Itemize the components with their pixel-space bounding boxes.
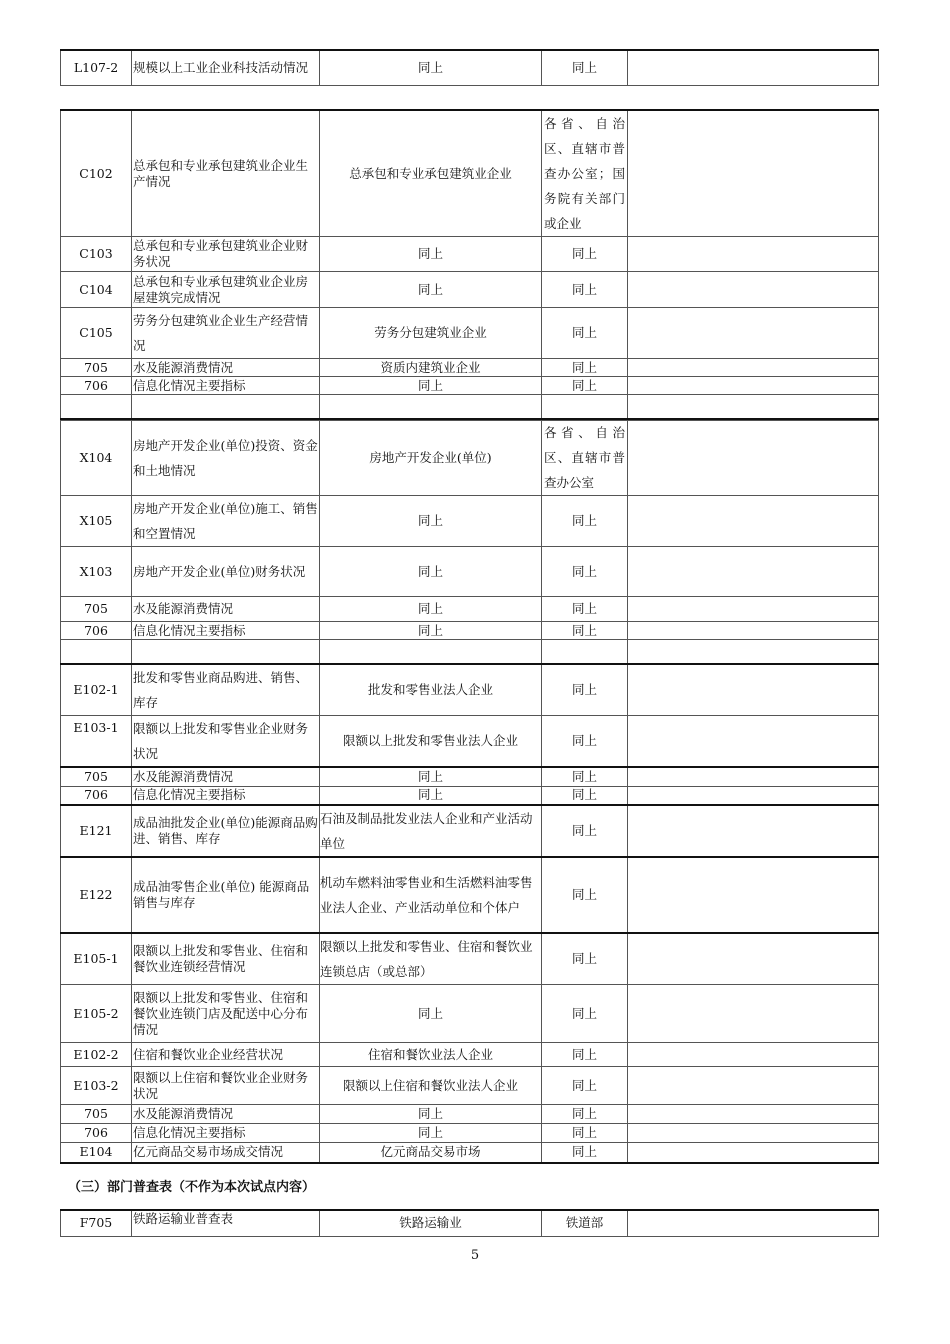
remarks-cell <box>628 377 879 395</box>
form-name: 信息化情况主要指标 <box>132 786 320 805</box>
table-row <box>61 597 879 622</box>
form-name: 批发和零售业商品购进、销售、库存 <box>132 664 320 716</box>
form-name: 规模以上工业企业科技活动情况 <box>132 50 320 85</box>
survey-scope: 同上 <box>320 597 542 622</box>
form-code: 706 <box>61 1124 132 1143</box>
form-code: C105 <box>61 308 132 359</box>
remarks-cell <box>628 786 879 805</box>
survey-scope: 同上 <box>320 622 542 640</box>
form-code: C104 <box>61 272 132 308</box>
responsible-org: 同上 <box>542 377 628 395</box>
survey-scope: 同上 <box>320 496 542 547</box>
responsible-org: 各省、自治区、直辖市普查办公室 <box>542 419 628 496</box>
table-row <box>61 985 879 1043</box>
remarks-cell <box>628 597 879 622</box>
table-row <box>61 805 879 857</box>
remarks-cell <box>628 1105 879 1124</box>
remarks-cell <box>628 50 879 85</box>
responsible-org: 各省、自治区、直辖市普查办公室；国务院有关部门或企业 <box>542 110 628 237</box>
table-row-blank <box>61 640 879 665</box>
table-department-forms <box>60 1209 879 1237</box>
remarks-cell <box>628 359 879 377</box>
form-code: X104 <box>61 419 132 496</box>
responsible-org: 同上 <box>542 985 628 1043</box>
page-number: 5 <box>470 1248 480 1263</box>
section-heading: （三）部门普查表（不作为本次试点内容） <box>68 1180 316 1195</box>
form-code: X105 <box>61 496 132 547</box>
responsible-org: 同上 <box>542 1124 628 1143</box>
form-name: 信息化情况主要指标 <box>132 1124 320 1143</box>
table-row <box>61 1043 879 1067</box>
responsible-org: 同上 <box>542 359 628 377</box>
table-row <box>61 1210 879 1236</box>
remarks-cell <box>628 1143 879 1163</box>
table-wholesale-retail <box>60 663 879 1164</box>
form-code: E122 <box>61 857 132 933</box>
table-row <box>61 377 879 395</box>
responsible-org: 同上 <box>542 496 628 547</box>
survey-scope: 同上 <box>320 50 542 85</box>
form-name: 水及能源消费情况 <box>132 767 320 786</box>
form-code: E121 <box>61 805 132 857</box>
form-code: 706 <box>61 622 132 640</box>
form-name: 总承包和专业承包建筑业企业房屋建筑完成情况 <box>132 272 320 308</box>
form-name: 总承包和专业承包建筑业企业生产情况 <box>132 110 320 237</box>
form-code: 705 <box>61 359 132 377</box>
table-row <box>61 716 879 768</box>
survey-scope: 同上 <box>320 786 542 805</box>
form-name: 限额以上批发和零售业、住宿和餐饮业连锁经营情况 <box>132 933 320 985</box>
form-code: X103 <box>61 547 132 597</box>
form-code: 706 <box>61 786 132 805</box>
remarks-cell <box>628 237 879 272</box>
form-name: 限额以上批发和零售业企业财务状况 <box>132 716 320 768</box>
form-name: 信息化情况主要指标 <box>132 622 320 640</box>
remarks-cell <box>628 1043 879 1067</box>
table-row <box>61 786 879 805</box>
survey-scope: 亿元商品交易市场 <box>320 1143 542 1163</box>
table-row <box>61 1124 879 1143</box>
form-code: 706 <box>61 377 132 395</box>
form-code: F705 <box>61 1210 132 1236</box>
form-name: 房地产开发企业(单位)施工、销售和空置情况 <box>132 496 320 547</box>
form-code: 705 <box>61 1105 132 1124</box>
form-code: E103-2 <box>61 1067 132 1105</box>
responsible-org: 同上 <box>542 716 628 768</box>
responsible-org: 同上 <box>542 1105 628 1124</box>
remarks-cell <box>628 272 879 308</box>
remarks-cell <box>628 308 879 359</box>
responsible-org: 同上 <box>542 308 628 359</box>
survey-scope: 同上 <box>320 237 542 272</box>
table-row <box>61 50 879 85</box>
remarks-cell <box>628 805 879 857</box>
form-name: 铁路运输业普查表 <box>132 1210 320 1236</box>
survey-scope: 机动车燃料油零售业和生活燃料油零售业法人企业、产业活动单位和个体户 <box>320 857 542 933</box>
responsible-org: 同上 <box>542 547 628 597</box>
remarks-cell <box>628 857 879 933</box>
remarks-cell <box>628 110 879 237</box>
table-row <box>61 1143 879 1163</box>
remarks-cell <box>628 933 879 985</box>
survey-scope: 总承包和专业承包建筑业企业 <box>320 110 542 237</box>
survey-scope: 铁路运输业 <box>320 1210 542 1236</box>
form-code: E102-2 <box>61 1043 132 1067</box>
table-row <box>61 272 879 308</box>
form-code: E102-1 <box>61 664 132 716</box>
responsible-org: 同上 <box>542 237 628 272</box>
remarks-cell <box>628 664 879 716</box>
survey-scope: 同上 <box>320 272 542 308</box>
form-code: L107-2 <box>61 50 132 85</box>
responsible-org: 同上 <box>542 272 628 308</box>
table-row <box>61 308 879 359</box>
form-code: C102 <box>61 110 132 237</box>
form-code: E104 <box>61 1143 132 1163</box>
table-industry-continued <box>60 49 879 86</box>
remarks-cell <box>628 547 879 597</box>
table-real-estate <box>60 418 879 665</box>
form-code: C103 <box>61 237 132 272</box>
table-row <box>61 110 879 237</box>
form-name: 水及能源消费情况 <box>132 359 320 377</box>
table-row-blank <box>61 395 879 421</box>
table-row <box>61 1105 879 1124</box>
table-construction <box>60 109 879 421</box>
table-row <box>61 419 879 496</box>
survey-scope: 限额以上批发和零售业、住宿和餐饮业连锁总店（或总部） <box>320 933 542 985</box>
form-name: 信息化情况主要指标 <box>132 377 320 395</box>
form-name: 劳务分包建筑业企业生产经营情况 <box>132 308 320 359</box>
table-row <box>61 547 879 597</box>
table-row <box>61 359 879 377</box>
remarks-cell <box>628 985 879 1043</box>
form-name: 总承包和专业承包建筑业企业财务状况 <box>132 237 320 272</box>
table-row <box>61 857 879 933</box>
responsible-org: 同上 <box>542 1043 628 1067</box>
survey-scope: 批发和零售业法人企业 <box>320 664 542 716</box>
responsible-org: 同上 <box>542 597 628 622</box>
survey-scope: 石油及制品批发业法人企业和产业活动单位 <box>320 805 542 857</box>
responsible-org: 同上 <box>542 857 628 933</box>
remarks-cell <box>628 622 879 640</box>
remarks-cell <box>628 496 879 547</box>
remarks-cell <box>628 716 879 768</box>
survey-scope: 同上 <box>320 377 542 395</box>
survey-scope: 同上 <box>320 547 542 597</box>
form-name: 房地产开发企业(单位)投资、资金和土地情况 <box>132 419 320 496</box>
responsible-org: 同上 <box>542 805 628 857</box>
table-row <box>61 664 879 716</box>
form-code: 705 <box>61 767 132 786</box>
remarks-cell <box>628 419 879 496</box>
responsible-org: 同上 <box>542 664 628 716</box>
survey-scope: 劳务分包建筑业企业 <box>320 308 542 359</box>
form-name: 水及能源消费情况 <box>132 1105 320 1124</box>
form-code: 705 <box>61 597 132 622</box>
table-row <box>61 767 879 786</box>
responsible-org: 同上 <box>542 1067 628 1105</box>
form-name: 房地产开发企业(单位)财务状况 <box>132 547 320 597</box>
responsible-org: 铁道部 <box>542 1210 628 1236</box>
responsible-org: 同上 <box>542 622 628 640</box>
form-name: 住宿和餐饮业企业经营状况 <box>132 1043 320 1067</box>
remarks-cell <box>628 1067 879 1105</box>
table-row <box>61 1067 879 1105</box>
form-name: 限额以上批发和零售业、住宿和餐饮业连锁门店及配送中心分布情况 <box>132 985 320 1043</box>
survey-scope: 同上 <box>320 1105 542 1124</box>
form-name: 成品油零售企业(单位) 能源商品销售与库存 <box>132 857 320 933</box>
remarks-cell <box>628 767 879 786</box>
survey-scope: 同上 <box>320 767 542 786</box>
survey-scope: 资质内建筑业企业 <box>320 359 542 377</box>
survey-scope: 房地产开发企业(单位) <box>320 419 542 496</box>
form-name: 水及能源消费情况 <box>132 597 320 622</box>
survey-scope: 同上 <box>320 1124 542 1143</box>
responsible-org: 同上 <box>542 933 628 985</box>
table-row <box>61 933 879 985</box>
remarks-cell <box>628 1210 879 1236</box>
responsible-org: 同上 <box>542 786 628 805</box>
table-row <box>61 496 879 547</box>
responsible-org: 同上 <box>542 767 628 786</box>
table-row <box>61 622 879 640</box>
form-name: 成品油批发企业(单位)能源商品购进、销售、库存 <box>132 805 320 857</box>
survey-scope: 限额以上住宿和餐饮业法人企业 <box>320 1067 542 1105</box>
form-code: E103-1 <box>61 716 132 768</box>
responsible-org: 同上 <box>542 1143 628 1163</box>
survey-scope: 住宿和餐饮业法人企业 <box>320 1043 542 1067</box>
survey-scope: 同上 <box>320 985 542 1043</box>
form-name: 亿元商品交易市场成交情况 <box>132 1143 320 1163</box>
responsible-org: 同上 <box>542 50 628 85</box>
form-name: 限额以上住宿和餐饮业企业财务状况 <box>132 1067 320 1105</box>
remarks-cell <box>628 1124 879 1143</box>
form-code: E105-2 <box>61 985 132 1043</box>
form-code: E105-1 <box>61 933 132 985</box>
table-row <box>61 237 879 272</box>
survey-scope: 限额以上批发和零售业法人企业 <box>320 716 542 768</box>
